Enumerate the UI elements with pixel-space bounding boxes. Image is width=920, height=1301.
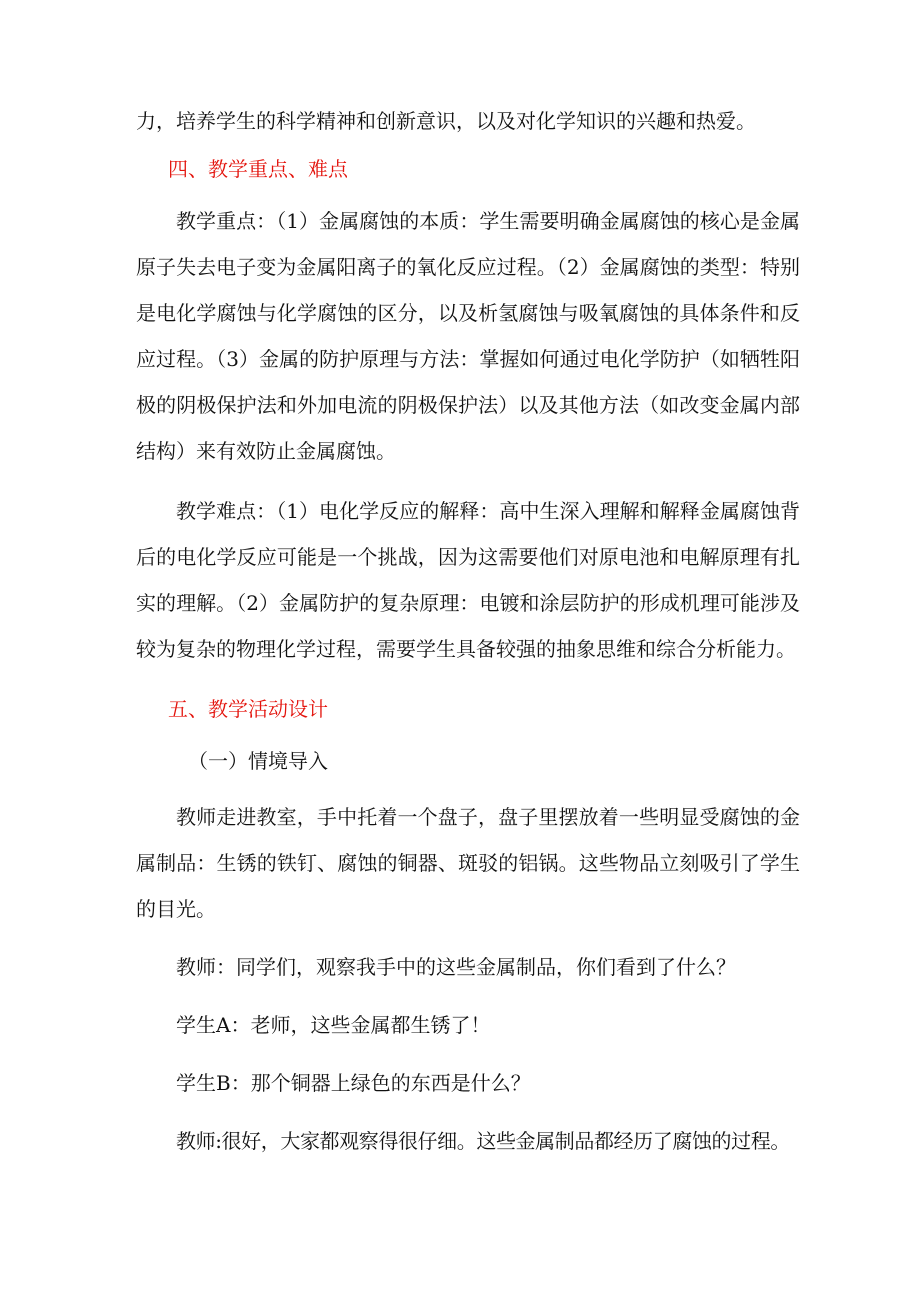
scene-paragraph: 教师走进教室，手中托着一个盘子，盘子里摆放着一些明显受腐蚀的金属制品：生锈的铁钉、腐蚀的铜器、斑驳的铝锅。这些物品立刻吸引了学生的目光。 [136, 805, 800, 921]
key-points-paragraph: 教学重点：（1）金属腐蚀的本质：学生需要明确金属腐蚀的核心是金属原子失去电子变为金属阳离子的氧化反应过程。（2）金属腐蚀的类型：特别是电化学腐蚀与化学腐蚀的区分，以及析氢腐蚀与吸氧腐蚀的具体条件和反应过程。（3）金属的防护原理与方法：掌握如何通过电化学防护（如牺牲阳极的阴极保护法和外加电流的阴极保护法）以及其他方法（如改变金属内部结构）来有效防止金属腐蚀。 [136, 209, 800, 463]
dialogue-line: 学生B：那个铜器上绿色的东西是什么？ [176, 1071, 531, 1095]
section-4-heading: 四、教学重点、难点 [168, 157, 348, 181]
difficult-points-paragraph: 教学难点：（1）电化学反应的解释：高中生深入理解和解释金属腐蚀背后的电化学反应可能是一个挑战，因为这需要他们对原电池和电解原理有扎实的理解。（2）金属防护的复杂原理：电镀和涂层防护的形成机理可能涉及较为复杂的物理化学过程，需要学生具备较强的抽象思维和综合分析能力。 [136, 499, 800, 661]
section-5-heading: 五、教学活动设计 [168, 697, 328, 721]
dialogue-line: 学生A：老师，这些金属都生锈了！ [176, 1013, 491, 1037]
intro-paragraph-tail: 力，培养学生的科学精神和创新意识，以及对化学知识的兴趣和热爱。 [136, 109, 756, 133]
dialogue-line: 教师：同学们，观察我手中的这些金属制品，你们看到了什么？ [176, 955, 736, 979]
subsection-heading: （一）情境导入 [188, 749, 328, 773]
dialogue-line: 教师:很好，大家都观察得很仔细。这些金属制品都经历了腐蚀的过程。 [176, 1129, 790, 1153]
